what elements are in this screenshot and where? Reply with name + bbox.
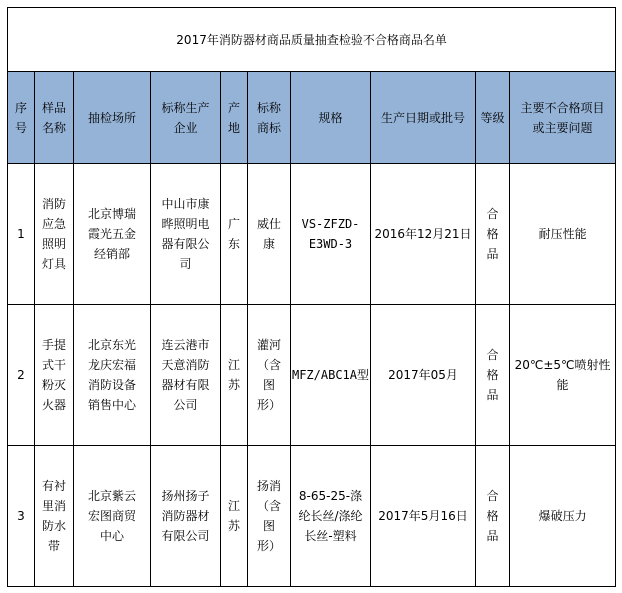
cell-brand: 扬消（含图形） [248,446,291,587]
cell-date: 2017年05月 [371,305,476,446]
cell-origin: 江苏 [221,305,248,446]
header-maker: 标称生产企业 [151,72,221,164]
header-no: 序号 [8,72,35,164]
table-title: 2017年消防器材商品质量抽查检验不合格商品名单 [8,8,616,72]
cell-name: 有衬里消防水带 [35,446,74,587]
cell-no: 1 [8,164,35,305]
cell-site: 北京紫云宏图商贸中心 [74,446,151,587]
cell-site: 北京东光龙庆宏福消防设备销售中心 [74,305,151,446]
cell-issue: 耐压性能 [510,164,616,305]
header-origin: 产地 [221,72,248,164]
cell-grade: 合格品 [476,164,510,305]
cell-no: 3 [8,446,35,587]
cell-grade: 合格品 [476,446,510,587]
cell-date: 2017年5月16日 [371,446,476,587]
cell-spec: 8-65-25-涤纶长丝/涤纶长丝-塑料 [291,446,371,587]
cell-no: 2 [8,305,35,446]
cell-maker: 扬州扬子消防器材有限公司 [151,446,221,587]
table-row [8,164,616,305]
cell-site: 北京博瑞霞光五金经销部 [74,164,151,305]
cell-spec: MFZ/ABC1A型 [291,305,371,446]
cell-origin: 广东 [221,164,248,305]
cell-maker: 中山市康晔照明电器有限公司 [151,164,221,305]
table-row [8,446,616,587]
cell-name: 手提式干粉灭火器 [35,305,74,446]
cell-brand: 威仕康 [248,164,291,305]
cell-date: 2016年12月21日 [371,164,476,305]
cell-origin: 江苏 [221,446,248,587]
header-site: 抽检场所 [74,72,151,164]
header-row [8,72,616,164]
cell-grade: 合格品 [476,305,510,446]
header-brand: 标称商标 [248,72,291,164]
cell-issue: 爆破压力 [510,446,616,587]
cell-maker: 连云港市天意消防器材有限公司 [151,305,221,446]
table-row [8,305,616,446]
cell-brand: 灌河（含图形） [248,305,291,446]
cell-spec: VS-ZFZD-E3WD-3 [291,164,371,305]
cell-issue: 20℃±5℃喷射性能 [510,305,616,446]
header-spec: 规格 [291,72,371,164]
cell-name: 消防应急照明灯具 [35,164,74,305]
header-name: 样品名称 [35,72,74,164]
header-issue: 主要不合格项目或主要问题 [510,72,616,164]
header-date: 生产日期或批号 [371,72,476,164]
defect-table [7,7,616,587]
header-grade: 等级 [476,72,510,164]
